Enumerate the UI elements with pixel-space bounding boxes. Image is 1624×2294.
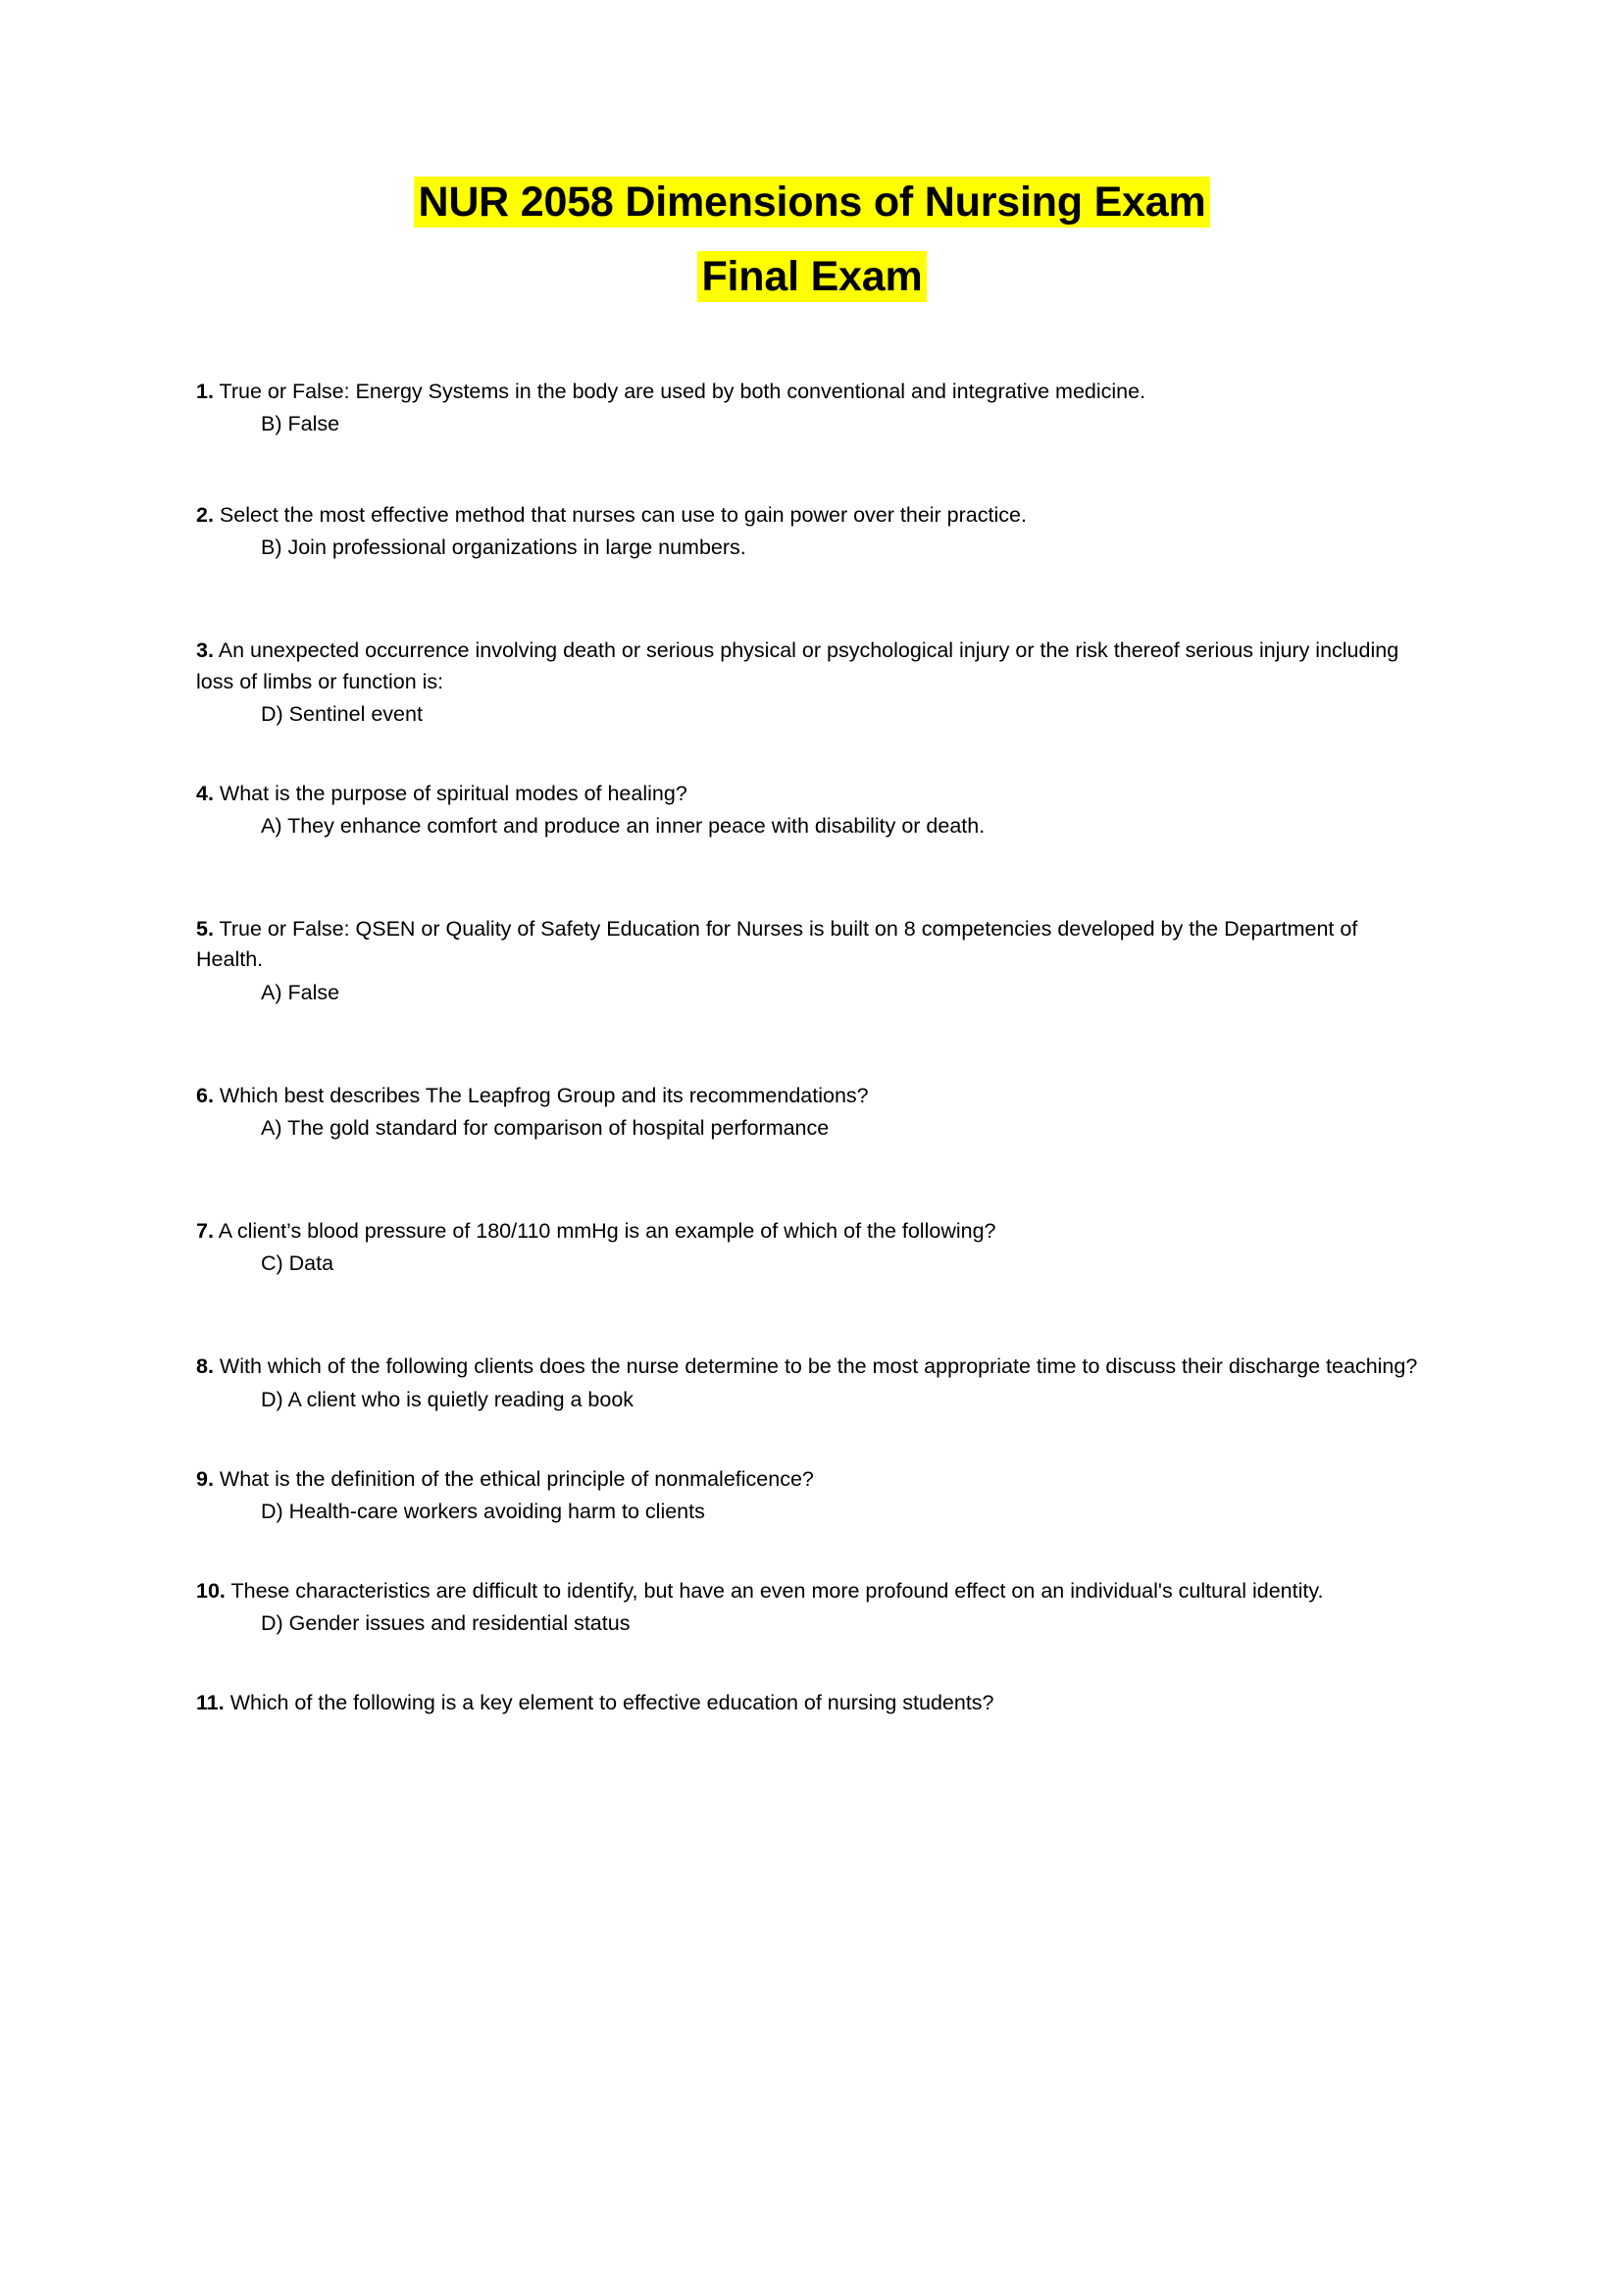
answer-text: D) Sentinel event bbox=[261, 701, 423, 726]
qa-item bbox=[196, 500, 1428, 563]
qa-item bbox=[196, 779, 1428, 841]
question-body: A client’s blood pressure of 180/110 mmHg is an example of which of the following? bbox=[218, 1219, 996, 1244]
question-text bbox=[196, 377, 1428, 407]
document-title-line-1 bbox=[196, 172, 1428, 232]
question-text bbox=[196, 779, 1428, 809]
question-text bbox=[196, 1081, 1428, 1111]
question-text bbox=[196, 914, 1428, 975]
question-number: 11. bbox=[196, 1691, 225, 1715]
question-number: 9. bbox=[196, 1466, 214, 1491]
question-number: 10. bbox=[196, 1579, 226, 1604]
answer-text: A) False bbox=[261, 980, 340, 1004]
document-title-line-2 bbox=[196, 246, 1428, 307]
question-number: 4. bbox=[196, 781, 214, 805]
question-number: 7. bbox=[196, 1219, 214, 1244]
question-body: An unexpected occurrence involving death or serious physical or psychological injury or the risk thereof serious injury including loss of limbs or function is: bbox=[196, 638, 1399, 693]
answer-text: C) Data bbox=[261, 1251, 334, 1276]
qa-item bbox=[196, 1688, 1428, 1718]
question-body: True or False: QSEN or Quality of Safety Education for Nurses is built on 8 competencies developed by the Department of Health. bbox=[196, 917, 1358, 972]
question-text bbox=[196, 1216, 1428, 1247]
answer-text: B) False bbox=[261, 411, 340, 435]
question-text bbox=[196, 1351, 1428, 1382]
qa-item bbox=[196, 1464, 1428, 1527]
question-number: 1. bbox=[196, 379, 214, 403]
qa-item bbox=[196, 1351, 1428, 1414]
question-text bbox=[196, 1688, 1428, 1718]
qa-item bbox=[196, 1576, 1428, 1639]
question-body: What is the definition of the ethical principle of nonmaleficence? bbox=[219, 1466, 814, 1491]
answer-text: A) The gold standard for comparison of hospital performance bbox=[261, 1115, 830, 1140]
qa-item bbox=[196, 1081, 1428, 1144]
question-body: True or False: Energy Systems in the body are used by both conventional and integrative medicine. bbox=[219, 379, 1146, 403]
answer-text: D) Health-care workers avoiding harm to clients bbox=[261, 1499, 705, 1523]
question-body: These characteristics are difficult to identify, but have an even more profound effect on an individual's cultural identity. bbox=[230, 1579, 1324, 1604]
question-text bbox=[196, 636, 1428, 696]
question-text bbox=[196, 1464, 1428, 1495]
qa-item bbox=[196, 914, 1428, 1008]
document-title-block bbox=[196, 172, 1428, 308]
document-title-highlight-1: NUR 2058 Dimensions of Nursing Exam bbox=[414, 177, 1209, 228]
question-body: Select the most effective method that nurses can use to gain power over their practice. bbox=[219, 503, 1027, 528]
answer-text: D) Gender issues and residential status bbox=[261, 1611, 631, 1636]
question-number: 2. bbox=[196, 503, 214, 528]
question-number: 3. bbox=[196, 638, 214, 663]
qa-item bbox=[196, 636, 1428, 730]
question-body: Which of the following is a key element to effective education of nursing students? bbox=[229, 1691, 994, 1715]
answer-text: D) A client who is quietly reading a book bbox=[261, 1387, 634, 1411]
question-body: What is the purpose of spiritual modes of healing? bbox=[219, 781, 687, 805]
answer-text: A) They enhance comfort and produce an inner peace with disability or death. bbox=[261, 814, 986, 839]
question-body: With which of the following clients does the nurse determine to be the most appropriate time to discuss their discharge teaching? bbox=[219, 1354, 1418, 1379]
question-text bbox=[196, 1576, 1428, 1606]
answer-text: B) Join professional organizations in large numbers. bbox=[261, 535, 746, 560]
qa-item bbox=[196, 377, 1428, 439]
qa-item bbox=[196, 1216, 1428, 1279]
document-title-highlight-2: Final Exam bbox=[697, 251, 926, 302]
question-number: 8. bbox=[196, 1354, 214, 1379]
question-body: Which best describes The Leapfrog Group and its recommendations? bbox=[219, 1083, 869, 1107]
question-number: 6. bbox=[196, 1083, 214, 1107]
question-text bbox=[196, 500, 1428, 531]
question-number: 5. bbox=[196, 917, 214, 942]
